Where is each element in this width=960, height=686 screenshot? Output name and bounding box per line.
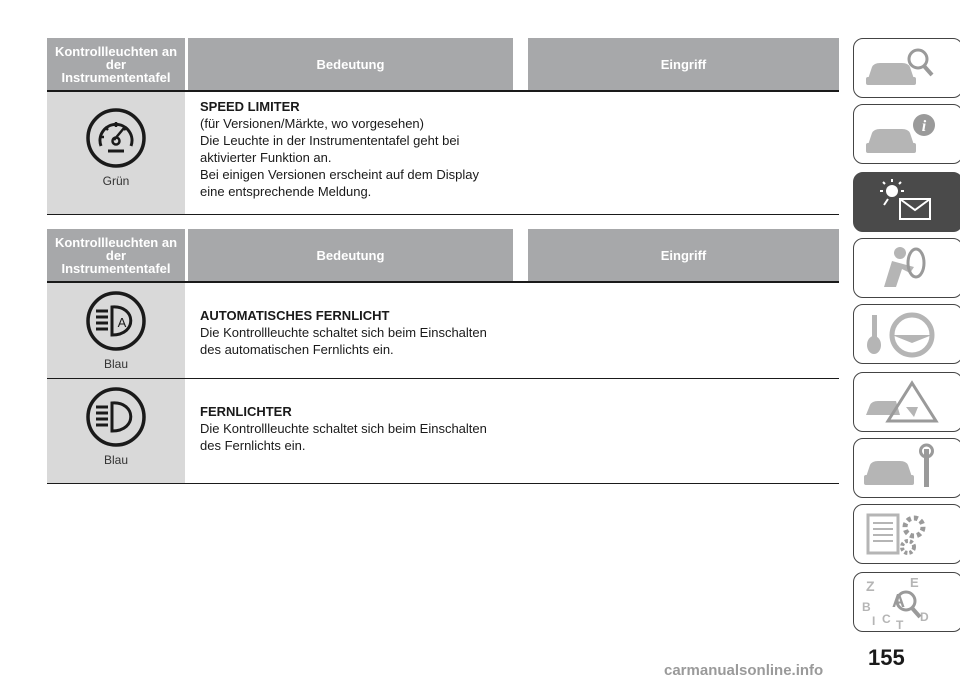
light-color-label: Grün <box>102 174 130 188</box>
watermark: carmanualsonline.info <box>664 662 824 679</box>
header-col-action: Eingriff <box>528 38 839 90</box>
header-col-meaning: Bedeutung <box>188 229 513 281</box>
header-col-action: Eingriff <box>528 229 839 281</box>
table-row <box>47 379 839 484</box>
index-letter: A <box>892 591 905 611</box>
tab-starting-driving[interactable] <box>853 304 960 364</box>
meaning-cell <box>185 283 487 378</box>
icon-cell <box>47 379 185 483</box>
warning-light-message-icon <box>862 177 942 227</box>
index-letter: B <box>862 600 871 614</box>
header-line: Instrumententafel <box>61 260 171 276</box>
tab-car-search[interactable] <box>853 38 960 98</box>
tab-technical-data[interactable] <box>853 504 960 564</box>
row-title: AUTOMATISCHES FERNLICHT <box>200 308 390 323</box>
warning-light-table-2 <box>47 229 839 484</box>
row-text-line: aktivierter Funktion an. <box>200 150 332 165</box>
page-number: 155 <box>868 645 905 670</box>
light-color-label: Blau <box>103 453 129 467</box>
header-line: der <box>105 56 127 72</box>
meaning-cell <box>185 92 479 214</box>
speed-limiter-icon <box>84 106 148 170</box>
light-color-label: Blau <box>103 357 129 371</box>
index-letter: D <box>920 610 929 624</box>
row-title: FERNLICHTER <box>200 404 292 419</box>
row-text-line: Die Leuchte in der Instrumententafel geht bei <box>200 133 460 148</box>
table-row <box>47 92 839 215</box>
tab-safety[interactable] <box>853 238 960 298</box>
row-text-line: des Fernlichts ein. <box>200 438 306 453</box>
row-text-line: eine entsprechende Meldung. <box>200 184 372 199</box>
warning-light-table-1 <box>47 38 839 215</box>
header-line: Kontrollleuchten an <box>54 43 178 59</box>
specs-gear-icon <box>862 509 942 559</box>
seat-airbag-icon <box>862 243 942 293</box>
car-search-icon <box>862 43 942 93</box>
tab-warning-lights[interactable] <box>853 172 960 232</box>
table-header <box>47 38 839 90</box>
tab-maintenance[interactable] <box>853 438 960 498</box>
svg-text:i: i <box>921 118 927 135</box>
index-letter: E <box>910 577 919 590</box>
header-line: der <box>105 247 127 263</box>
index-letter: C <box>882 612 891 626</box>
car-warning-triangle-icon <box>862 377 942 427</box>
high-beam-icon <box>84 385 148 449</box>
key-steering-wheel-icon <box>862 309 942 359</box>
car-info-icon <box>862 109 942 159</box>
row-text-line: Die Kontrollleuchte schaltet sich beim Einschalten <box>200 325 487 340</box>
header-col-warning-lights <box>47 229 185 281</box>
index-letters-icon <box>862 577 942 629</box>
car-wrench-icon <box>862 443 942 493</box>
row-text-line: Bei einigen Versionen erscheint auf dem Display <box>200 167 479 182</box>
index-letter: Z <box>866 578 875 594</box>
tab-car-info[interactable] <box>853 104 960 164</box>
table-row <box>47 283 839 379</box>
svg-text:A: A <box>117 315 127 330</box>
header-line: Kontrollleuchten an <box>54 234 178 250</box>
header-col-warning-lights <box>47 38 185 90</box>
index-letter: T <box>896 618 904 629</box>
icon-cell <box>47 283 185 378</box>
row-text-line: Die Kontrollleuchte schaltet sich beim Einschalten <box>200 421 487 436</box>
header-line: Instrumententafel <box>61 69 171 85</box>
automatic-high-beam-icon <box>84 289 148 353</box>
tab-index[interactable] <box>853 572 960 632</box>
header-col-meaning: Bedeutung <box>188 38 513 90</box>
meaning-cell <box>185 379 487 483</box>
tab-emergency[interactable] <box>853 372 960 432</box>
row-text-line: (für Versionen/Märkte, wo vorgesehen) <box>200 116 424 131</box>
row-text-line: des automatischen Fernlichts ein. <box>200 342 394 357</box>
icon-cell <box>47 92 185 214</box>
index-letter: I <box>872 614 876 628</box>
table-header <box>47 229 839 281</box>
row-title: SPEED LIMITER <box>200 99 300 114</box>
